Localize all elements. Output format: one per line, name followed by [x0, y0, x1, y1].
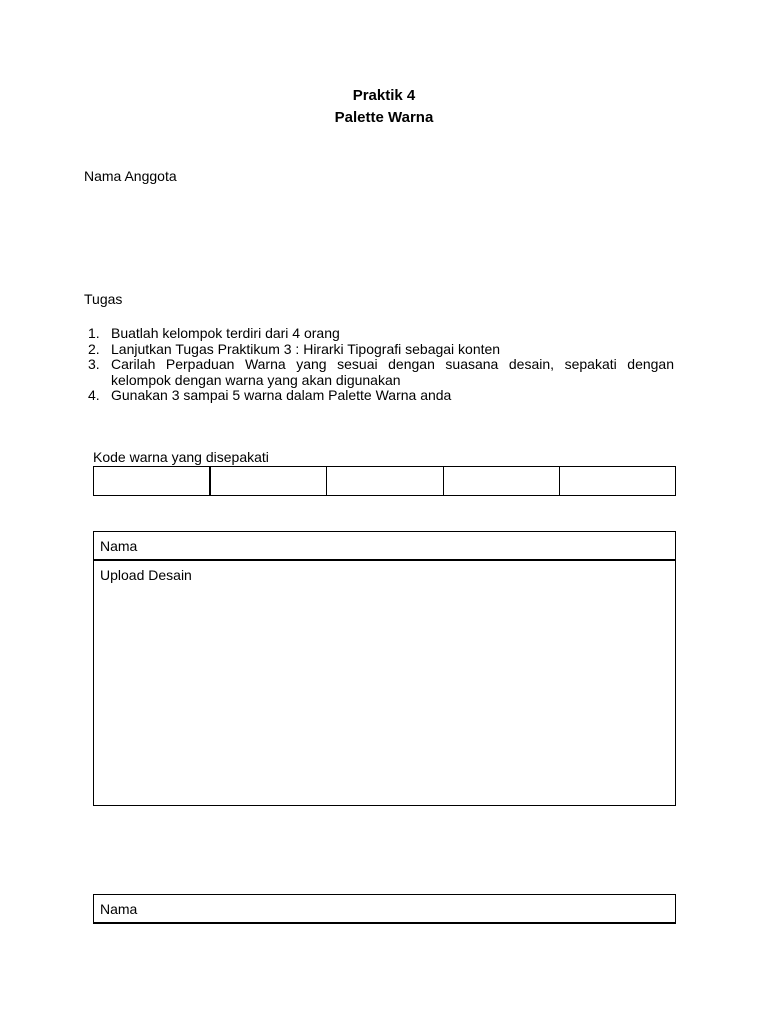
task-number: 2.	[88, 340, 100, 357]
task-number: 3.	[88, 356, 100, 372]
upload-design-label: Upload Desain	[100, 567, 192, 583]
upload-design-area[interactable]	[93, 561, 676, 806]
task-list	[84, 326, 674, 404]
name-field-1[interactable]	[93, 531, 676, 561]
color-code-table	[93, 466, 676, 496]
task-number: 4.	[88, 387, 100, 403]
task-text: Gunakan 3 sampai 5 warna dalam Palette Warna anda	[111, 387, 452, 403]
task-text: Buatlah kelompok terdiri dari 4 orang	[111, 325, 340, 341]
tasks-label: Tugas	[84, 291, 123, 307]
task-number: 1.	[88, 325, 100, 341]
color-code-cell-5[interactable]	[560, 467, 675, 495]
color-code-cell-1[interactable]	[94, 467, 211, 495]
color-code-cell-2[interactable]	[211, 467, 327, 495]
color-code-cell-4[interactable]	[444, 467, 560, 495]
members-label: Nama Anggota	[84, 168, 177, 184]
task-item	[84, 388, 674, 404]
color-codes-label: Kode warna yang disepakati	[93, 449, 269, 465]
name-field-2[interactable]	[93, 894, 676, 924]
color-code-cell-3[interactable]	[327, 467, 443, 495]
name-field-label: Nama	[100, 901, 138, 917]
task-item	[84, 357, 674, 388]
task-item	[84, 326, 674, 342]
name-field-label: Nama	[100, 538, 138, 554]
page-title: Praktik 4	[352, 87, 416, 104]
task-text: Carilah Perpaduan Warna yang sesuai dengan suasana desain, sepakati dengan kelompok dengan warna yang akan digunakan	[111, 356, 674, 388]
task-item	[84, 342, 674, 358]
task-text: Lanjutkan Tugas Praktikum 3 : Hirarki Tipografi sebagai konten	[111, 340, 501, 357]
page-subtitle: Palette Warna	[334, 109, 434, 126]
